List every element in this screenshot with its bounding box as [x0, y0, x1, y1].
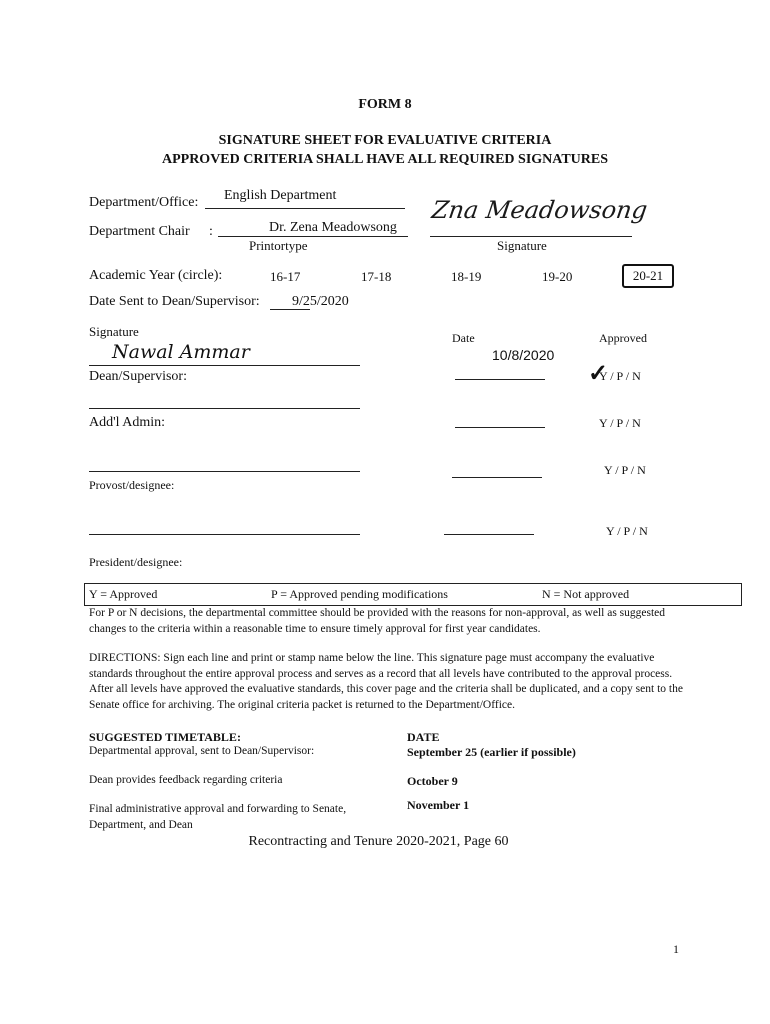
legend-pending: P = Approved pending modifications	[271, 587, 448, 601]
academic-year-label: Academic Year (circle):	[89, 268, 223, 283]
form-subtitle: APPROVED CRITERIA SHALL HAVE ALL REQUIRED SIGNATURES	[161, 152, 609, 167]
chair-signature-line	[430, 236, 632, 237]
dean-date-value[interactable]: 10/8/2020	[492, 347, 555, 363]
addl-ypn[interactable]: Y / P / N	[599, 416, 641, 430]
president-label: President/designee:	[89, 555, 183, 569]
year-option-20-21-selected[interactable]: 20-21	[622, 264, 674, 288]
date-sent-value[interactable]: 9/25/2020	[292, 294, 349, 309]
chair-label: Department Chair	[89, 224, 190, 239]
signature-column-label: Signature	[89, 324, 139, 339]
timetable-heading: SUGGESTED TIMETABLE:	[89, 730, 241, 744]
timetable-task-1: Departmental approval, sent to Dean/Supervisor:	[89, 745, 315, 757]
president-ypn[interactable]: Y / P / N	[606, 524, 648, 538]
year-option-16-17[interactable]: 16-17	[270, 269, 301, 284]
dean-signature: Nawal Ammar	[112, 341, 250, 363]
dean-label: Dean/Supervisor:	[89, 369, 187, 384]
chair-colon: :	[209, 224, 213, 239]
approved-column-header: Approved	[599, 331, 647, 345]
date-sent-label: Date Sent to Dean/Supervisor:	[89, 294, 260, 309]
provost-label: Provost/designee:	[89, 478, 175, 492]
provost-date-line	[452, 477, 542, 478]
form-number: FORM 8	[358, 97, 412, 112]
chair-name[interactable]: Dr. Zena Meadowsong	[269, 220, 397, 235]
addl-admin-label: Add'l Admin:	[89, 415, 166, 430]
president-signature-line	[89, 534, 360, 535]
chair-print-line	[218, 236, 408, 237]
year-option-19-20[interactable]: 19-20	[542, 269, 573, 284]
legend-not-approved: N = Not approved	[542, 587, 630, 601]
provost-signature-line	[89, 471, 360, 472]
timetable-date-heading: DATE	[407, 730, 440, 744]
signature-label: Signature	[497, 238, 547, 253]
department-label: Department/Office:	[89, 195, 199, 210]
timetable-date-3: November 1	[407, 798, 470, 812]
president-date-line	[444, 534, 534, 535]
dean-date-line	[455, 379, 545, 380]
dean-ypn[interactable]: Y / P / N	[599, 369, 641, 383]
approval-note: For P or N decisions, the departmental committee should be provided with the reasons for non-approval, as well as suggested changes to the criteria within a reasonable time to ensure timely approval for first year candidates.	[89, 607, 666, 635]
addl-signature-line	[89, 408, 360, 409]
legend-approved: Y = Approved	[89, 587, 158, 601]
year-option-17-18[interactable]: 17-18	[361, 269, 392, 284]
provost-ypn[interactable]: Y / P / N	[604, 463, 646, 477]
department-value[interactable]: English Department	[224, 188, 337, 203]
form-title: SIGNATURE SHEET FOR EVALUATIVE CRITERIA	[218, 133, 552, 148]
department-line	[205, 208, 405, 209]
directions-text: DIRECTIONS: Sign each line and print or stamp name below the line. This signature page must accompany the evaluative standards throughout the entire approval process and serves as a record that all levels have contributed to the approval process. After all levels have approved the evaluative standards, this cover page and the criteria shall be duplicated, and a copy sent to the Senate office for archiving. The original criteria packet is returned to the Department/Office.	[89, 652, 683, 711]
year-option-18-19[interactable]: 18-19	[451, 269, 482, 284]
page-number: 1	[673, 942, 679, 956]
timetable-date-2: October 9	[407, 774, 458, 788]
page-caption: Recontracting and Tenure 2020-2021, Page 60	[248, 834, 509, 849]
dean-signature-line	[89, 365, 360, 366]
addl-date-line	[455, 427, 545, 428]
timetable-date-1: September 25 (earlier if possible)	[407, 745, 576, 759]
print-type-label: Printortype	[249, 238, 308, 253]
date-column-header: Date	[452, 331, 475, 345]
timetable-task-3: Final administrative approval and forwarding to Senate, Department, and Dean	[89, 803, 347, 831]
legend-box	[84, 583, 742, 606]
check-mark-icon: ✓	[588, 361, 609, 387]
timetable-task-2: Dean provides feedback regarding criteria	[89, 774, 283, 786]
chair-signature: Zna Meadowsong	[430, 196, 650, 224]
